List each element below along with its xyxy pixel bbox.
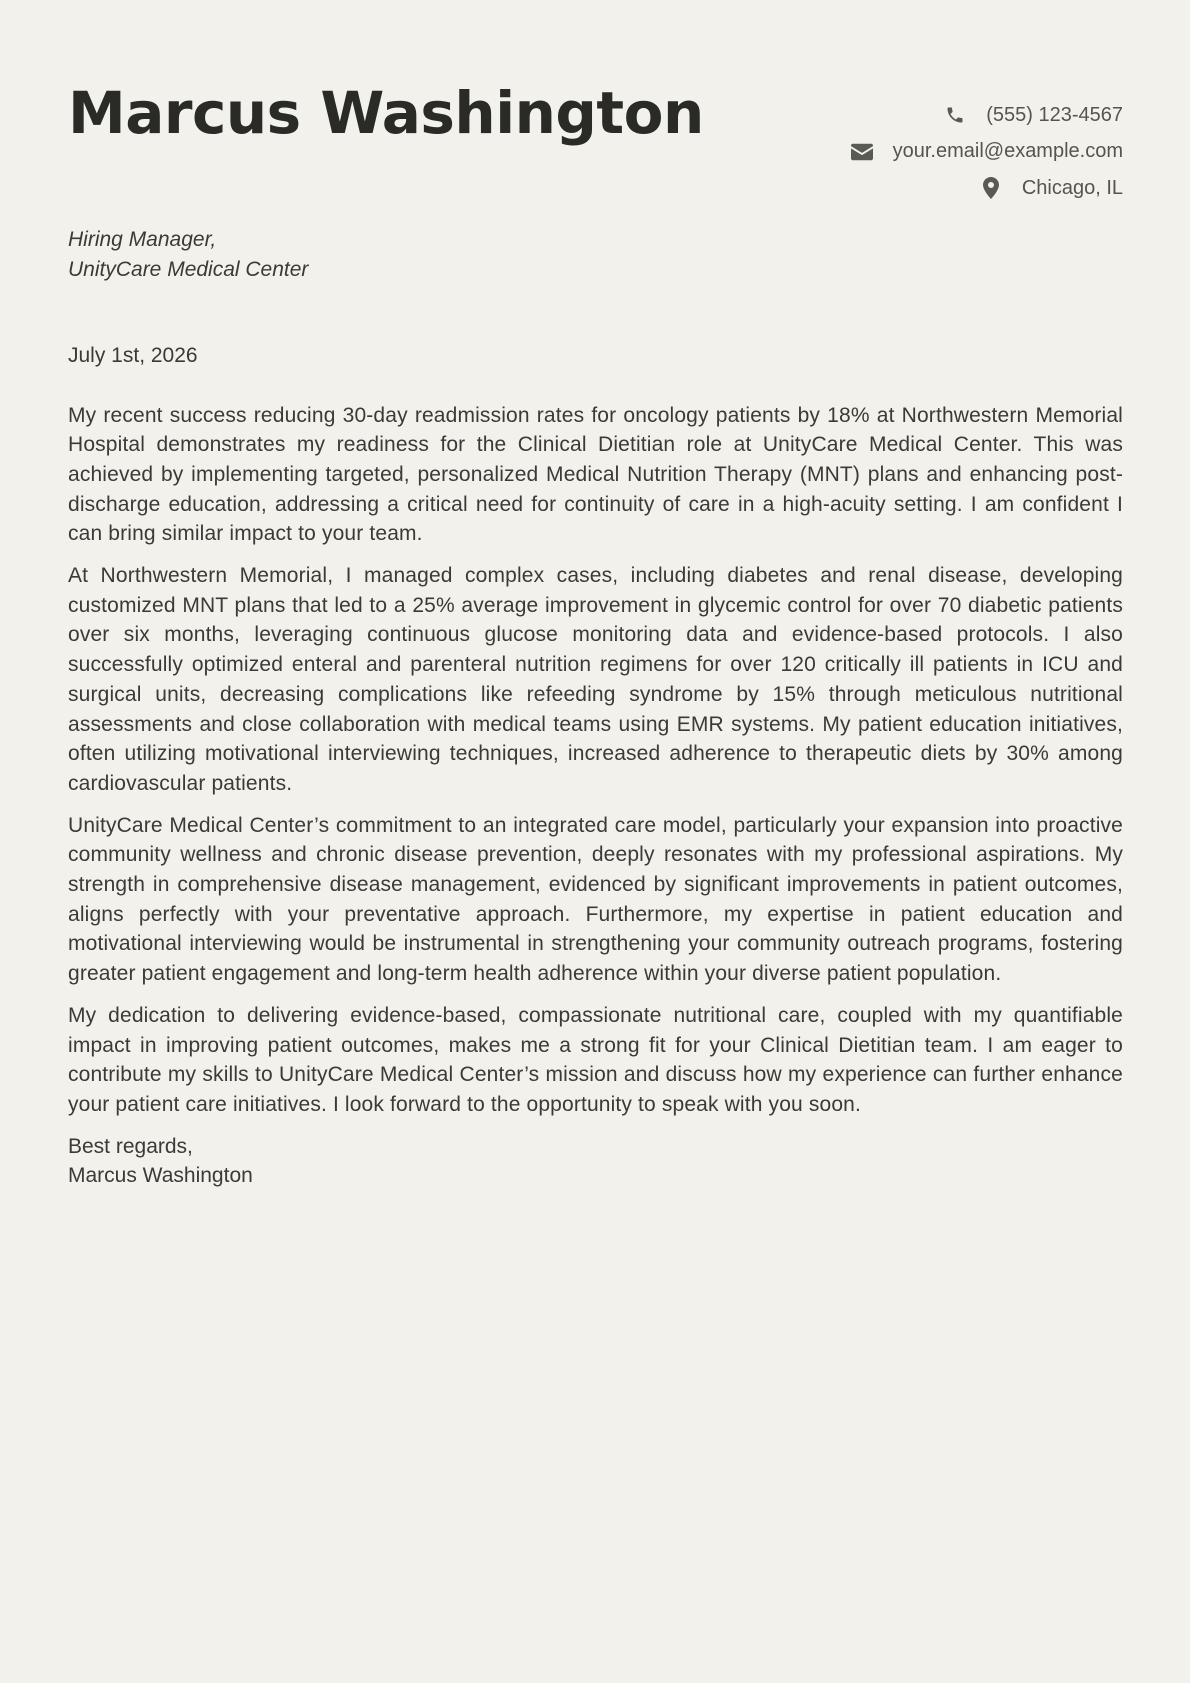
location-text: Chicago, IL bbox=[1021, 176, 1123, 199]
contact-location bbox=[851, 170, 1123, 207]
applicant-name: Marcus Washington bbox=[68, 79, 704, 147]
body-paragraph: UnityCare Medical Center’s commitment to an integrated care model, particularly your expansion into proactive community wellness and chronic disease prevention, deeply resonates with my professional aspirations. My strength in comprehensive disease management, evidenced by significant improvements in patient outcomes, aligns perfectly with your preventative approach. Furthermore, my expertise in patient education and motivational interviewing would be instrumental in strengthening your community outreach programs, fostering greater patient engagement and long-term health adherence within your diverse patient population. bbox=[68, 813, 1123, 986]
letter-header bbox=[68, 0, 1123, 207]
closing-salutation: Best regards, bbox=[68, 1134, 193, 1158]
letter-body bbox=[68, 401, 1123, 1120]
map-pin-icon bbox=[980, 177, 1002, 199]
body-paragraph: My dedication to delivering evidence-based, compassionate nutritional care, coupled with my quantifiable impact in improving patient outcomes, makes me a strong fit for your Clinical Dietitian team. I am eager to contribute my skills to UnityCare Medical Center’s mission and discuss how my experience can further enhance your patient care initiatives. I look forward to the opportunity to speak with you soon. bbox=[68, 1003, 1123, 1116]
letter-date: July 1st, 2026 bbox=[68, 343, 198, 367]
contact-phone bbox=[851, 97, 1123, 134]
phone-text: (555) 123-4567 bbox=[986, 103, 1123, 126]
body-paragraph: My recent success reducing 30-day readmission rates for oncology patients by 18% at Northwestern Memorial Hospital demonstrates my readiness for the Clinical Dietitian role at UnityCare Medical Center. This was achieved by implementing targeted, personalized Medical Nutrition Therapy (MNT) plans and enhancing post-discharge education, addressing a critical need for continuity of care in a high-acuity setting. I am confident I can bring similar impact to your team. bbox=[68, 403, 1123, 546]
recipient-block bbox=[68, 225, 1123, 285]
body-paragraph: At Northwestern Memorial, I managed complex cases, including diabetes and renal disease, developing customized MNT plans that led to a 25% average improvement in glycemic control for over 70 diabetic patients over six months, leveraging continuous glucose monitoring data and evidence-based protocols. I also successfully optimized enteral and parenteral nutrition regimens for over 120 critically ill patients in ICU and surgical units, decreasing complications like refeeding syndrome by 15% through meticulous nutritional assessments and close collaboration with medical teams using EMR systems. My patient education initiatives, often utilizing motivational interviewing techniques, increased adherence to therapeutic diets by 30% among cardiovascular patients. bbox=[68, 564, 1123, 795]
closing-block bbox=[68, 1132, 1123, 1191]
contact-email bbox=[851, 134, 1123, 171]
signature-name: Marcus Washington bbox=[68, 1164, 253, 1188]
envelope-icon bbox=[851, 141, 873, 163]
recipient-organization: UnityCare Medical Center bbox=[68, 257, 309, 281]
phone-icon bbox=[944, 104, 966, 126]
email-text: your.email@example.com bbox=[892, 140, 1123, 163]
recipient-title: Hiring Manager, bbox=[68, 227, 217, 251]
contact-info bbox=[851, 97, 1123, 207]
